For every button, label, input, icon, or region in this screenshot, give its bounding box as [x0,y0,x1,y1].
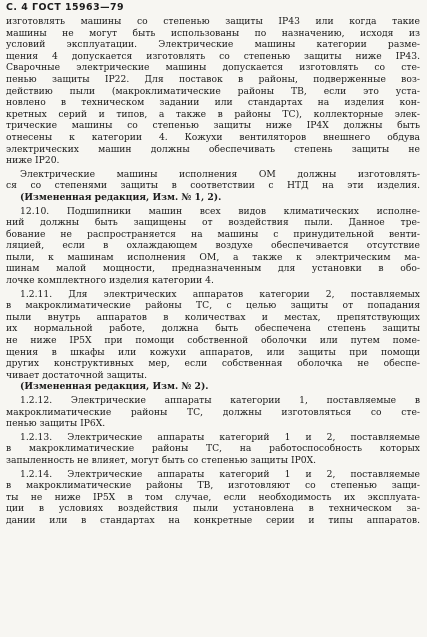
clause-1-2-14: 1.2.14. Электрические аппараты категорий 1 и 2, поставляемые [20,468,420,480]
running-header: С. 4 ГОСТ 15963—79 [6,2,125,13]
text-line: щения в шкафы или кожухи аппаратов, или защиты при помощи [6,346,420,358]
text-line: их нормальной работе, должна быть обеспечена степень защиты [6,323,420,335]
clause-1-2-12: 1.2.12. Электрические аппараты категории 1, поставляемые в [20,395,420,406]
text-line: в макроклиматические районы ТС, с целью защиты от попадания [6,300,420,312]
text-line: в макроклиматические районы ТС, на работоспособность которых [6,443,420,455]
text-line: кретных серий и типов, а также в районы ТС), коллекторные элек- [6,108,420,120]
text-line: пыли внутрь аппаратов в количествах и местах, препятствующих [6,311,420,323]
text-line: отнесены к категории 4. Кожухи вентиляторов внешнего обдува [6,131,420,143]
text-line: шинам малой мощности, предназначенным для установки в обо- [6,263,420,275]
text-line: Сварочные электрические машины допускается изготовлять со сте- [6,62,420,74]
text-line: макроклиматические районы ТС, должны изготовляться со сте- [6,406,420,418]
document-body [6,16,420,527]
text-line: чивает достаточной защиты. [6,369,148,381]
text-line: дании или в стандартах на конкретные серии и типы аппаратов. [6,514,420,526]
text-line: пенью защиты IP6X. [6,418,106,430]
amendment-note: (Измененная редакция, Изм. № 2). [20,381,209,393]
text-line: изготовлять машины со степенью защиты IP43 или когда такие [6,16,420,27]
text-line: ты не ниже IP5X в том случае, если необходимость их эксплуата- [6,491,420,503]
text-line: машины не могут быть использованы по назначению, исходя из [6,27,420,39]
clause-1-2-11: 1.2.11. Для электрических аппаратов категории 2, поставляемых [20,288,420,300]
text-line: ляцией, если в охлаждающем воздухе обеспечивается отсутствие [6,240,420,252]
text-line: других конструктивных мер, если собственная оболочка не обеспе- [6,358,420,370]
text-line: действию пыли (макроклиматические районы ТВ, если это уста- [6,85,420,97]
text-line: ниже IP20. [6,155,60,167]
text-line: электрических машин должны обеспечивать степень защиты не [6,143,420,155]
text-line: пенью защиты IP22. Для поставок в районы, подверженные воз- [6,73,420,85]
clause-1-2-13: 1.2.13. Электрические аппараты категорий 1 и 2, поставляемые [20,431,420,443]
text-line: запыленность не влияет, могут быть со степенью защиты IP0X. [6,454,317,466]
amendment-note: (Измененная редакция, Изм. № 1, 2). [20,191,222,203]
text-line: условий эксплуатации. Электрические машины категории разме- [6,39,420,51]
text-line: ний должны быть защищены от воздействия пыли. Данное тре- [6,217,420,229]
text-line: лочке комплектного изделия категории 4. [6,275,214,287]
text-line: бование не распространяется на машины с принудительной венти- [6,228,420,240]
text-line: Электрические машины исполнения ОМ должны изготовлять- [20,168,420,180]
text-line: не ниже IP5X при помощи собственной оболочки или путем поме- [6,335,420,347]
text-line: новлено в техническом задании или стандартах на изделия кон- [6,97,420,109]
text-line: ся со степенями защиты в соответствии с НТД на эти изделия. [6,180,420,192]
text-line: пыли, к машинам исполнения ОМ, а также к электрическим ма- [6,251,420,263]
text-line: ции в условиях воздействия пыли установлена в техническом за- [6,503,420,515]
text-line: щения 4 допускается изготовлять со степенью защиты ниже IP43. [6,50,420,62]
text-line: трические машины со степенью защиты ниже IP4X должны быть [6,120,420,132]
clause-1-2-10: 12.10. Подшипники машин всех видов климатических исполне- [20,205,420,217]
text-line: в макроклиматические районы ТВ, изготовляют со степенью защи- [6,480,420,492]
